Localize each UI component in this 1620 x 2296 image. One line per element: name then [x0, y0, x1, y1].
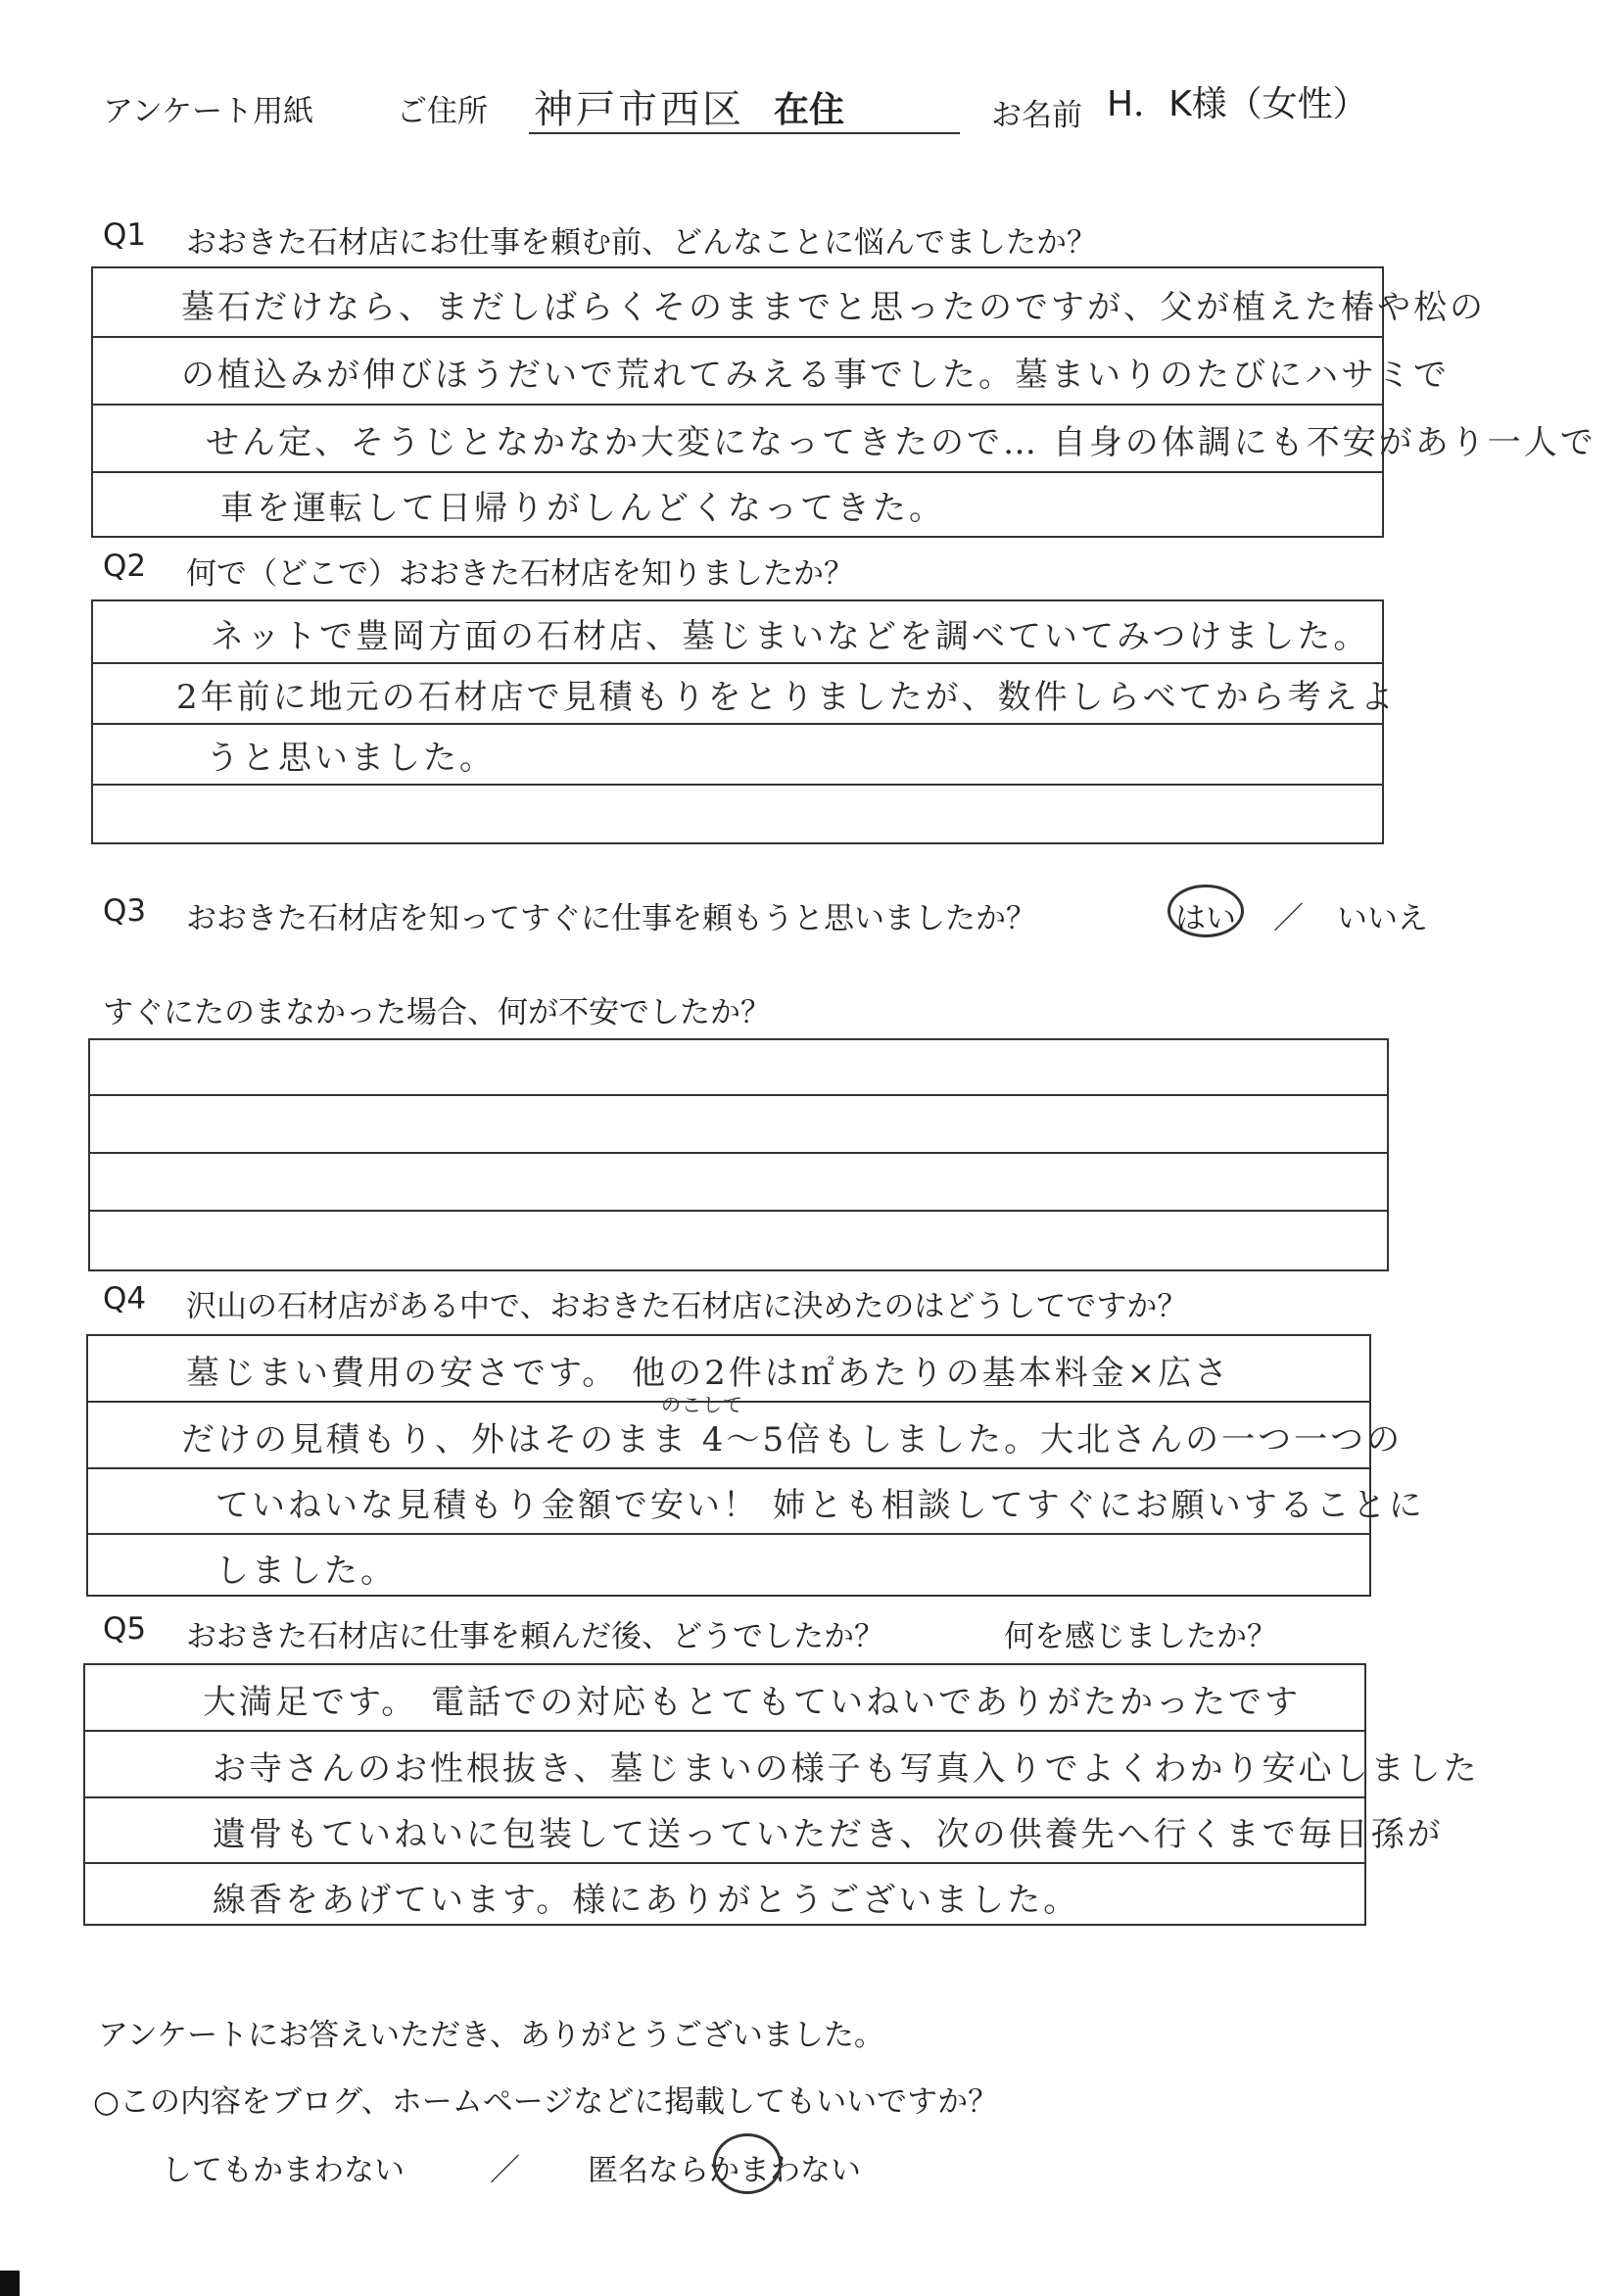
- q1-answer-line-3: せん定、そうじとなかなか大変になってきたので… 自身の体調にも不安があり一人で: [206, 422, 1596, 462]
- q1-label: Q1: [103, 217, 147, 253]
- q2-answer-line-2: 2年前に地元の石材店で見積もりをとりましたが、数件しらべてから考えよ: [176, 677, 1397, 717]
- q3-rule-2: [90, 1152, 1387, 1154]
- address-underline: [529, 132, 960, 134]
- q1-answer-line-4: 車を運転して日帰りがしんどくなってきた。: [220, 488, 945, 528]
- q5-rule-2: [85, 1796, 1364, 1798]
- q2-answer-line-1: ネットで豊岡方面の石材店、墓じまいなどを調べていてみつけました。: [211, 616, 1370, 656]
- q2-label: Q2: [103, 549, 147, 584]
- q5-answer-line-2: お寺さんのお性根抜き、墓じまいの様子も写真入りでよくわかり安心しました: [213, 1748, 1480, 1789]
- q4-rule-3: [88, 1533, 1369, 1535]
- q2-answer-box: [91, 599, 1397, 844]
- q2-text: 何で（どこで）おおきた石材店を知りましたか？: [186, 556, 854, 592]
- q4-answer-box: [86, 1334, 1425, 1597]
- q5-text-2: 何を感じましたか？: [1004, 1619, 1277, 1654]
- name-value: H．K様（女性）: [1107, 84, 1368, 124]
- q4-insert-note: のこして: [661, 1393, 743, 1416]
- consent-option-named[interactable]: してもかまわない: [162, 2153, 405, 2188]
- q2-rule-1: [93, 662, 1382, 664]
- consent-question: ○この内容をブログ、ホームページなどに掲載してもいいですか？: [93, 2084, 999, 2120]
- q2-rule-3: [93, 784, 1382, 786]
- q1-rule-2: [93, 404, 1382, 406]
- q3-label: Q3: [103, 893, 147, 929]
- q3-rule-1: [90, 1094, 1387, 1096]
- q5-answer-line-1: 大満足です。 電話での対応もとてもていねいでありがたかったです: [203, 1682, 1302, 1722]
- consent-anonymous-circle: [713, 2133, 782, 2194]
- q3-yes-circle: [1167, 885, 1244, 937]
- address-value: 神戸市西区: [534, 87, 744, 132]
- consent-option-anonymous[interactable]: 匿名ならかまわない: [588, 2153, 861, 2188]
- q3-yes-option[interactable]: はい: [1175, 901, 1236, 936]
- q4-answer-line-3: ていねいな見積もり金額で安い！ 姉とも相談してすぐにお願いすることに: [215, 1485, 1425, 1525]
- q1-answer-box: [91, 266, 1596, 538]
- q4-answer-line-4: しました。: [215, 1551, 397, 1591]
- q3-slash: ／: [1273, 901, 1304, 936]
- q1-rule-1: [93, 336, 1382, 338]
- q3-text: おおきた石材店を知ってすぐに仕事を頼もうと思いましたか？: [186, 901, 1036, 936]
- q5-text: おおきた石材店に仕事を頼んだ後、どうでしたか？: [186, 1619, 884, 1654]
- scan-edge-mark: [0, 2271, 20, 2296]
- q5-rule-1: [85, 1730, 1364, 1732]
- q3-no-option[interactable]: いいえ: [1337, 901, 1428, 936]
- q5-answer-box: [83, 1663, 1480, 1926]
- q4-answer-line-2: だけの見積もり、外はそのまま 4〜5倍もしました。大北さんの一つ一つの: [181, 1419, 1404, 1459]
- q5-label: Q5: [103, 1611, 147, 1647]
- q3-rule-3: [90, 1210, 1387, 1212]
- q4-text: 沢山の石材店がある中で、おおきた石材店に決めたのはどうしてですか？: [186, 1289, 1188, 1324]
- thanks-text: アンケートにお答えいただき、ありがとうございました。: [98, 2018, 884, 2053]
- q4-answer-line-1: 墓じまい費用の安さです。 他の2件は㎡あたりの基本料金×広さ: [186, 1353, 1231, 1393]
- q1-answer-line-1: 墓石だけなら、まだしばらくそのままでと思ったのですが、父が植えた椿や松の: [181, 287, 1486, 327]
- q2-rule-2: [93, 723, 1382, 725]
- q3-sub-text: すぐにたのまなかった場合、何が不安でしたか？: [103, 995, 771, 1030]
- q2-answer-line-3: うと思いました。: [206, 738, 496, 778]
- consent-slash: ／: [490, 2153, 520, 2188]
- q5-answer-line-4: 線香をあげています。様にありがとうございました。: [213, 1880, 1080, 1920]
- q3-answer-box: [88, 1038, 1389, 1271]
- q4-label: Q4: [103, 1281, 147, 1316]
- address-label: ご住所: [397, 94, 488, 129]
- form-title: アンケート用紙: [103, 94, 314, 129]
- q1-text: おおきた石材店にお仕事を頼む前、どんなことに悩んでましたか？: [186, 225, 1097, 261]
- address-suffix: 在住: [774, 90, 845, 130]
- q1-rule-3: [93, 471, 1382, 473]
- q5-rule-3: [85, 1862, 1364, 1864]
- q4-rule-2: [88, 1467, 1369, 1469]
- q5-answer-line-3: 遺骨もていねいに包装して送っていただき、次の供養先へ行くまで毎日孫が: [213, 1814, 1444, 1854]
- name-label: お名前: [991, 98, 1082, 133]
- q1-answer-line-2: の植込みが伸びほうだいで荒れてみえる事でした。墓まいりのたびにハサミで: [181, 355, 1450, 395]
